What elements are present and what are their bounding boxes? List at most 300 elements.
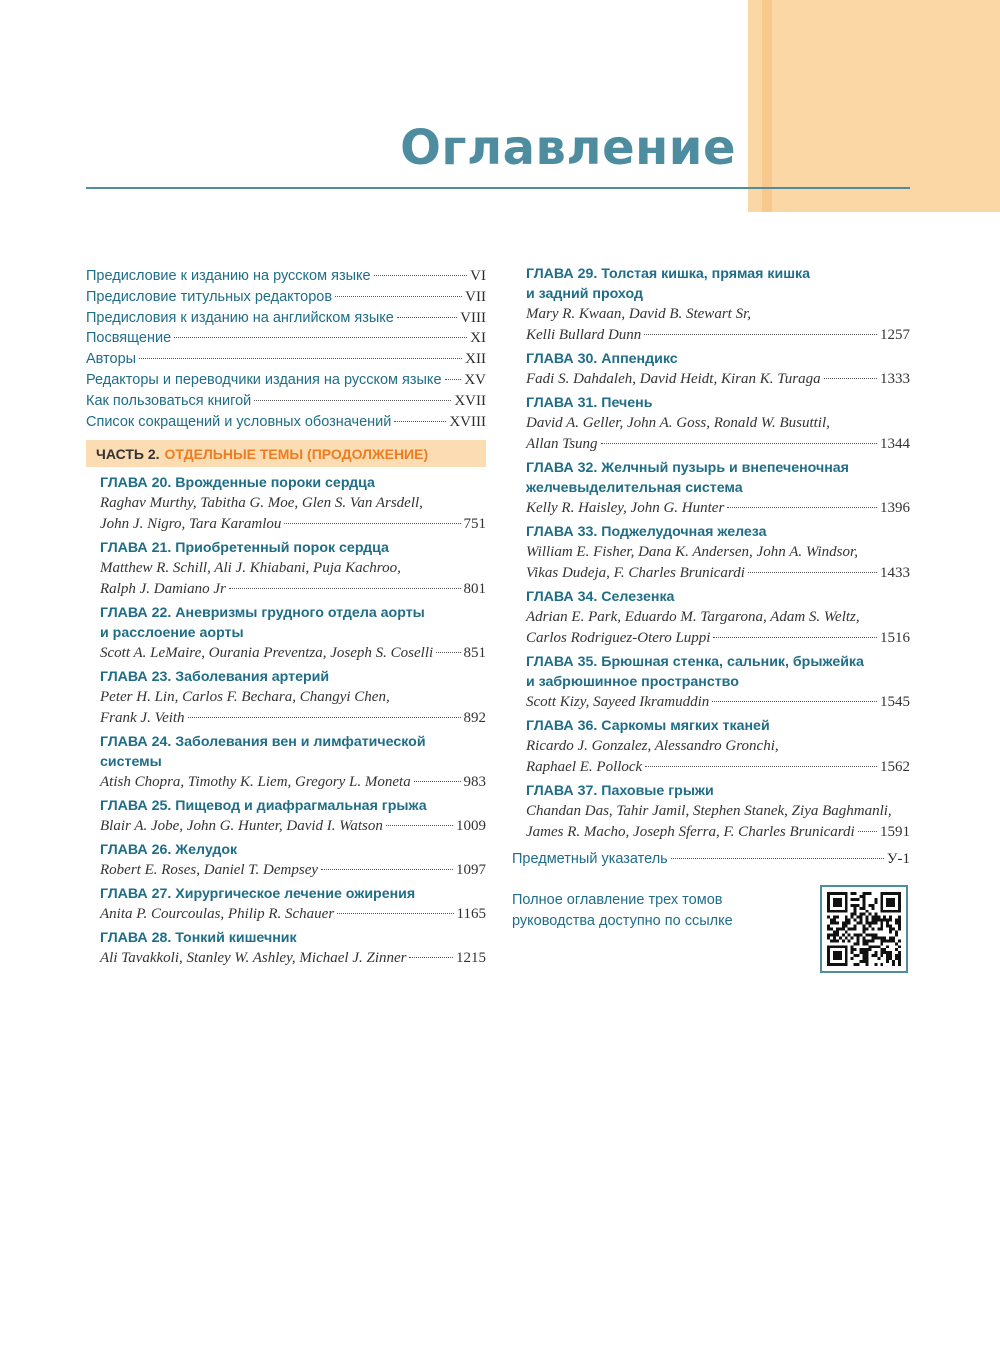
- qr-module: [898, 954, 901, 957]
- qr-module: [895, 942, 898, 945]
- qr-module: [898, 898, 901, 901]
- qr-module: [883, 916, 886, 919]
- qr-module: [851, 957, 854, 960]
- qr-module: [851, 916, 854, 919]
- dot-leader: [409, 957, 453, 958]
- qr-module: [860, 913, 863, 916]
- qr-module: [895, 892, 898, 895]
- qr-module: [889, 939, 892, 942]
- qr-module: [886, 954, 889, 957]
- qr-module: [836, 898, 839, 901]
- front-matter-page: XV: [464, 371, 486, 388]
- qr-module: [868, 922, 871, 925]
- qr-module: [833, 916, 836, 919]
- qr-module: [880, 928, 883, 931]
- front-matter-item[interactable]: [86, 287, 486, 308]
- qr-module: [880, 963, 883, 966]
- qr-module: [833, 933, 836, 936]
- part-title: ОТДЕЛЬНЫЕ ТЕМЫ (ПРОДОЛЖЕНИЕ): [164, 445, 429, 462]
- qr-module: [880, 954, 883, 957]
- qr-module: [851, 904, 854, 907]
- qr-module: [895, 930, 898, 933]
- qr-module: [827, 933, 830, 936]
- qr-module: [851, 898, 854, 901]
- qr-module: [845, 948, 848, 951]
- qr-module: [839, 945, 842, 948]
- dot-leader: [644, 334, 877, 335]
- qr-module: [833, 930, 836, 933]
- qr-module: [863, 895, 866, 898]
- front-matter-label: Редакторы и переводчики издания на русском языке: [86, 371, 442, 388]
- chapter-entry[interactable]: [526, 522, 910, 584]
- qr-module: [836, 928, 839, 931]
- qr-module: [886, 919, 889, 922]
- chapter-title: и задний проход: [526, 286, 643, 302]
- qr-module: [857, 933, 860, 936]
- qr-module: [874, 951, 877, 954]
- chapter-page-row: [526, 692, 910, 713]
- chapter-authors: Kelly R. Haisley, John G. Hunter: [526, 500, 725, 516]
- chapter-entry[interactable]: [100, 667, 486, 729]
- front-matter-label: Авторы: [86, 351, 137, 368]
- chapter-page: 1215: [456, 950, 486, 967]
- qr-module: [877, 916, 880, 919]
- note-line: Полное оглавление трех томов: [512, 892, 723, 908]
- chapter-entry[interactable]: [526, 781, 910, 843]
- dot-leader: [712, 701, 877, 702]
- qr-module: [886, 901, 889, 904]
- chapter-entry[interactable]: [526, 652, 910, 713]
- qr-module: [836, 951, 839, 954]
- qr-module: [857, 954, 860, 957]
- qr-module: [883, 936, 886, 939]
- qr-module: [895, 948, 898, 951]
- front-matter-label: Предисловия к изданию на английском языке: [86, 309, 394, 326]
- chapter-title: ГЛАВА 24. Заболевания вен и лимфатической: [100, 734, 426, 751]
- qr-module: [880, 907, 883, 910]
- chapter-page: 801: [463, 581, 486, 598]
- qr-module: [868, 904, 871, 907]
- qr-module: [830, 963, 833, 966]
- qr-module: [898, 939, 901, 942]
- dot-leader: [386, 825, 453, 826]
- qr-module: [865, 922, 868, 925]
- qr-module: [854, 933, 857, 936]
- qr-module: [898, 904, 901, 907]
- chapter-entry[interactable]: [100, 732, 486, 793]
- qr-module: [895, 933, 898, 936]
- qr-module: [851, 928, 854, 931]
- qr-module: [827, 895, 830, 898]
- qr-module: [895, 922, 898, 925]
- qr-module: [830, 919, 833, 922]
- qr-module: [886, 892, 889, 895]
- front-matter-item[interactable]: [86, 370, 486, 391]
- chapter-entry[interactable]: [526, 349, 910, 390]
- chapter-title: ГЛАВА 28. Тонкий кишечник: [100, 930, 297, 947]
- qr-module: [880, 948, 883, 951]
- qr-module: [877, 945, 880, 948]
- chapter-authors: John J. Nigro, Tara Karamlou: [100, 516, 282, 533]
- qr-module: [845, 960, 848, 963]
- chapter-authors: Kelli Bullard Dunn: [526, 327, 642, 343]
- qr-module: [868, 913, 871, 916]
- chapter-page: 1165: [456, 906, 486, 923]
- chapter-title: ГЛАВА 33. Поджелудочная железа: [526, 524, 767, 540]
- qr-module: [883, 910, 886, 913]
- front-matter-page: VII: [465, 288, 486, 305]
- chapter-page-row: [100, 816, 486, 837]
- chapter-entry[interactable]: [100, 928, 486, 969]
- front-matter-label: Посвящение: [86, 330, 172, 347]
- chapter-authors: Raphael E. Pollock: [526, 759, 643, 775]
- qr-module: [886, 951, 889, 954]
- qr-module: [830, 928, 833, 931]
- qr-module: [845, 945, 848, 948]
- qr-module: [892, 936, 895, 939]
- qr-module: [836, 916, 839, 919]
- chapter-page: 751: [463, 516, 486, 533]
- qr-module: [865, 957, 868, 960]
- dot-leader: [445, 379, 462, 380]
- qr-module: [868, 925, 871, 928]
- chapter-page-row: [526, 498, 910, 519]
- chapter-title: ГЛАВА 20. Врожденные пороки сердца: [100, 475, 375, 492]
- chapter-entry[interactable]: [100, 538, 486, 600]
- qr-module: [863, 930, 866, 933]
- dot-leader: [858, 831, 877, 832]
- chapter-page: 1545: [880, 694, 910, 710]
- qr-module: [868, 948, 871, 951]
- qr-module: [889, 936, 892, 939]
- qr-module: [865, 933, 868, 936]
- chapter-page: 1591: [880, 824, 910, 840]
- chapter-page-row: [526, 822, 910, 843]
- chapter-page: 1562: [880, 759, 910, 775]
- qr-module: [842, 928, 845, 931]
- qr-module: [892, 892, 895, 895]
- qr-module: [874, 901, 877, 904]
- qr-module: [889, 919, 892, 922]
- qr-module: [883, 919, 886, 922]
- qr-module: [848, 933, 851, 936]
- chapter-list-left: [86, 473, 486, 969]
- chapter-page: 1433: [880, 565, 910, 581]
- qr-module: [889, 898, 892, 901]
- qr-module: [830, 945, 833, 948]
- qr-module: [868, 933, 871, 936]
- chapter-entry[interactable]: [526, 458, 910, 519]
- part-number: ЧАСТЬ 2.: [96, 445, 160, 462]
- qr-module: [880, 892, 883, 895]
- qr-module: [845, 925, 848, 928]
- qr-module: [839, 904, 842, 907]
- front-matter-page: XVII: [454, 392, 486, 409]
- qr-module: [863, 951, 866, 954]
- qr-module: [845, 957, 848, 960]
- qr-module: [886, 922, 889, 925]
- qr-module: [839, 951, 842, 954]
- qr-module: [842, 892, 845, 895]
- front-matter-page: XI: [470, 330, 486, 347]
- qr-module: [839, 898, 842, 901]
- qr-module: [833, 919, 836, 922]
- part-header: [86, 440, 486, 467]
- qr-module: [848, 919, 851, 922]
- qr-module: [845, 898, 848, 901]
- chapter-page-row: [526, 563, 910, 584]
- qr-module: [886, 904, 889, 907]
- chapter-entry[interactable]: [100, 840, 486, 881]
- chapter-authors: Ricardo J. Gonzalez, Alessandro Gronchi,: [526, 738, 779, 754]
- index-page: У-1: [886, 851, 910, 867]
- qr-module: [833, 951, 836, 954]
- qr-module: [863, 948, 866, 951]
- qr-module: [833, 898, 836, 901]
- qr-module: [860, 948, 863, 951]
- qr-module: [895, 919, 898, 922]
- qr-module: [842, 922, 845, 925]
- qr-module: [892, 910, 895, 913]
- qr-module: [863, 942, 866, 945]
- dot-leader: [139, 358, 462, 359]
- front-matter-item[interactable]: [86, 328, 486, 349]
- qr-module: [857, 904, 860, 907]
- chapter-title: ГЛАВА 34. Селезенка: [526, 589, 675, 605]
- index-label: Предметный указатель: [512, 851, 668, 867]
- dot-leader: [229, 588, 461, 589]
- qr-module: [877, 957, 880, 960]
- chapter-page-row: [526, 757, 910, 778]
- qr-module: [827, 892, 830, 895]
- qr-module: [871, 945, 874, 948]
- qr-module: [863, 960, 866, 963]
- qr-module: [898, 925, 901, 928]
- qr-module: [830, 892, 833, 895]
- qr-module: [892, 928, 895, 931]
- dot-leader: [671, 858, 884, 859]
- qr-module: [827, 948, 830, 951]
- qr-module: [863, 901, 866, 904]
- chapter-list-right: [512, 264, 910, 843]
- chapter-entry[interactable]: [100, 796, 486, 837]
- front-matter-item[interactable]: [86, 391, 486, 412]
- dot-leader: [337, 913, 453, 914]
- chapter-title: ГЛАВА 31. Печень: [526, 395, 653, 411]
- qr-module: [860, 933, 863, 936]
- chapter-title: ГЛАВА 23. Заболевания артерий: [100, 669, 330, 686]
- chapter-title: ГЛАВА 29. Толстая кишка, прямая кишка: [526, 266, 811, 282]
- qr-module: [871, 954, 874, 957]
- front-matter-item[interactable]: [86, 266, 486, 287]
- qr-module: [865, 910, 868, 913]
- chapter-authors: Robert E. Roses, Daniel T. Dempsey: [100, 862, 319, 879]
- dot-leader: [254, 400, 451, 401]
- chapter-entry[interactable]: [526, 393, 910, 455]
- qr-module: [854, 928, 857, 931]
- dot-leader: [727, 507, 877, 508]
- qr-module: [889, 925, 892, 928]
- qr-module: [868, 892, 871, 895]
- qr-module: [833, 901, 836, 904]
- qr-module: [842, 933, 845, 936]
- chapter-authors: Frank J. Veith: [100, 710, 185, 727]
- qr-module: [892, 898, 895, 901]
- front-matter-label: Предисловие титульных редакторов: [86, 288, 333, 305]
- qr-module: [877, 928, 880, 931]
- qr-module: [863, 954, 866, 957]
- front-matter-item[interactable]: [86, 412, 486, 433]
- front-matter-label: Как пользоваться книгой: [86, 392, 252, 409]
- qr-module: [898, 960, 901, 963]
- chapter-entry[interactable]: [526, 587, 910, 649]
- qr-module: [845, 916, 848, 919]
- chapter-page-row: [526, 369, 910, 390]
- qr-module: [854, 913, 857, 916]
- qr-module: [880, 936, 883, 939]
- chapter-page: 851: [463, 645, 486, 662]
- chapter-page-row: [100, 948, 486, 969]
- chapter-authors: Matthew R. Schill, Ali J. Khiabani, Puja Kachroo,: [100, 560, 401, 577]
- qr-module: [886, 925, 889, 928]
- qr-module: [871, 916, 874, 919]
- qr-module: [883, 892, 886, 895]
- qr-module: [857, 898, 860, 901]
- qr-module: [871, 907, 874, 910]
- qr-module: [886, 939, 889, 942]
- qr-module: [863, 928, 866, 931]
- chapter-page-row: [526, 434, 910, 455]
- chapter-authors: Blair A. Jobe, John G. Hunter, David I. Watson: [100, 818, 383, 835]
- qr-module: [883, 939, 886, 942]
- qr-module: [865, 963, 868, 966]
- qr-module: [845, 936, 848, 939]
- qr-module: [845, 910, 848, 913]
- qr-module: [874, 922, 877, 925]
- chapter-title: ГЛАВА 30. Аппендикс: [526, 351, 678, 367]
- qr-module: [863, 898, 866, 901]
- dot-leader: [397, 317, 457, 318]
- dot-leader: [335, 296, 462, 297]
- chapter-authors: Fadi S. Dahdaleh, David Heidt, Kiran K. Turaga: [526, 371, 821, 387]
- index-entry[interactable]: [512, 849, 910, 869]
- corner-decoration: [748, 0, 1000, 212]
- chapter-authors: Ali Tavakkoli, Stanley W. Ashley, Michael J. Zinner: [100, 950, 407, 967]
- qr-module: [898, 919, 901, 922]
- qr-module: [860, 960, 863, 963]
- qr-module: [857, 939, 860, 942]
- front-matter-item[interactable]: [86, 308, 486, 329]
- qr-module: [839, 892, 842, 895]
- chapter-entry[interactable]: [100, 884, 486, 925]
- qr-module: [886, 945, 889, 948]
- qr-module: [845, 919, 848, 922]
- qr-module: [836, 904, 839, 907]
- qr-module: [865, 960, 868, 963]
- chapter-entry[interactable]: [100, 473, 486, 535]
- qr-module: [874, 963, 877, 966]
- qr-module: [863, 913, 866, 916]
- qr-module: [892, 939, 895, 942]
- dot-leader: [601, 443, 877, 444]
- qr-module: [898, 928, 901, 931]
- qr-module: [863, 936, 866, 939]
- qr-module: [880, 904, 883, 907]
- chapter-page-row: [526, 628, 910, 649]
- qr-module: [871, 919, 874, 922]
- qr-module: [845, 907, 848, 910]
- qr-module: [871, 904, 874, 907]
- dot-leader: [414, 781, 461, 782]
- qr-module: [839, 957, 842, 960]
- qr-module: [854, 907, 857, 910]
- dot-leader: [394, 421, 446, 422]
- qr-module: [836, 930, 839, 933]
- chapter-entry[interactable]: [526, 264, 910, 346]
- qr-module: [854, 925, 857, 928]
- qr-module: [851, 951, 854, 954]
- qr-module: [886, 898, 889, 901]
- qr-module: [889, 930, 892, 933]
- chapter-entry[interactable]: [100, 603, 486, 664]
- front-matter-list: [86, 266, 486, 432]
- qr-module: [839, 910, 842, 913]
- qr-module: [877, 936, 880, 939]
- qr-module: [898, 916, 901, 919]
- qr-code-graphic: [827, 892, 901, 966]
- qr-module: [839, 901, 842, 904]
- qr-module: [865, 951, 868, 954]
- qr-module: [895, 957, 898, 960]
- qr-module: [889, 928, 892, 931]
- chapter-authors: Vikas Dudeja, F. Charles Brunicardi: [526, 565, 745, 581]
- qr-module: [886, 957, 889, 960]
- chapter-authors: Adrian E. Park, Eduardo M. Targarona, Adam S. Weltz,: [526, 609, 860, 625]
- qr-module: [836, 957, 839, 960]
- chapter-authors: Scott Kizy, Sayeed Ikramuddin: [526, 694, 710, 710]
- chapter-page: 1344: [880, 436, 910, 452]
- qr-module: [889, 954, 892, 957]
- qr-module: [857, 936, 860, 939]
- chapter-title: желчевыделительная система: [526, 480, 743, 496]
- qr-module: [865, 928, 868, 931]
- qr-module: [836, 963, 839, 966]
- qr-module: [836, 922, 839, 925]
- qr-module: [874, 954, 877, 957]
- chapter-authors: Ralph J. Damiano Jr: [100, 581, 226, 598]
- qr-module: [854, 892, 857, 895]
- front-matter-item[interactable]: [86, 349, 486, 370]
- chapter-authors: Carlos Rodriguez-Otero Luppi: [526, 630, 711, 646]
- chapter-authors: Scott A. LeMaire, Ourania Preventza, Joseph S. Coselli: [100, 645, 434, 662]
- qr-module: [827, 928, 830, 931]
- qr-module: [842, 945, 845, 948]
- qr-module: [889, 910, 892, 913]
- chapter-entry[interactable]: [526, 716, 910, 778]
- qr-module: [860, 895, 863, 898]
- qr-module: [851, 948, 854, 951]
- chapter-title: ГЛАВА 32. Желчный пузырь и внепеченочная: [526, 460, 849, 476]
- qr-code-icon[interactable]: [820, 885, 908, 973]
- qr-module: [889, 951, 892, 954]
- qr-module: [827, 907, 830, 910]
- qr-module: [845, 963, 848, 966]
- qr-module: [898, 963, 901, 966]
- qr-module: [845, 922, 848, 925]
- full-toc-note: [512, 890, 762, 932]
- qr-module: [898, 907, 901, 910]
- qr-module: [898, 895, 901, 898]
